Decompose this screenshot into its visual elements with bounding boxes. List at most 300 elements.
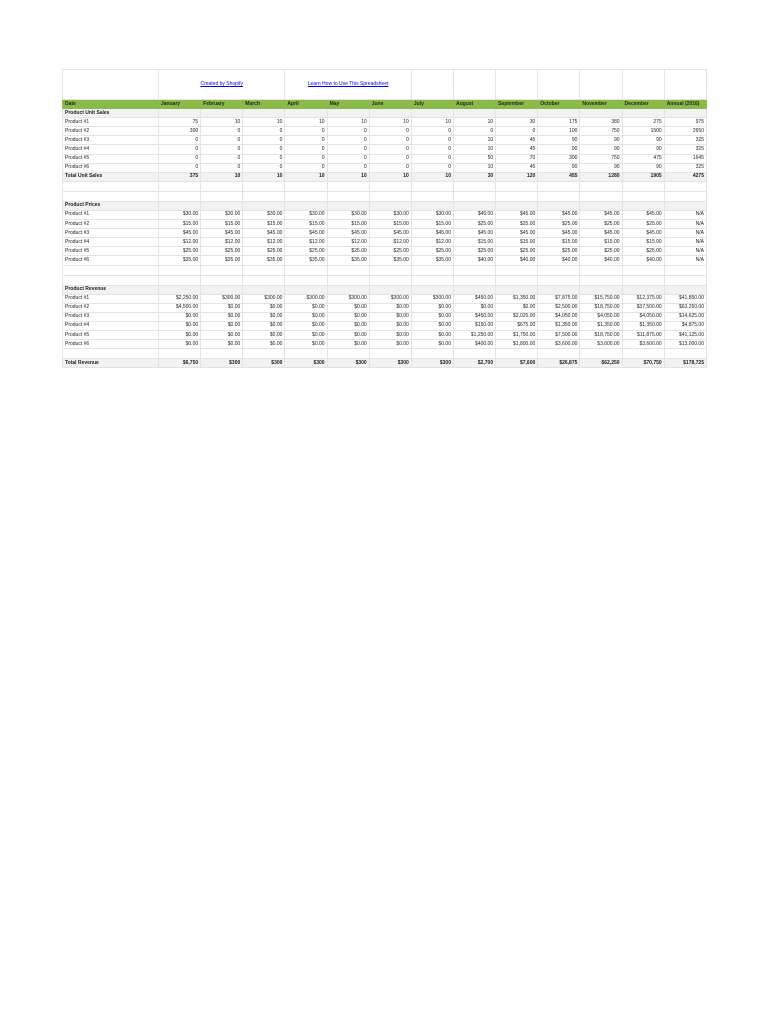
created-by-link[interactable]: Created by Shopify xyxy=(200,81,243,87)
value-cell[interactable]: $12.00 xyxy=(285,238,327,247)
value-cell[interactable]: 0 xyxy=(159,163,201,172)
empty-cell[interactable] xyxy=(664,181,706,191)
row-label[interactable]: Product #4 xyxy=(63,238,159,247)
row-label[interactable]: Product #2 xyxy=(63,127,159,136)
month-header[interactable]: May xyxy=(327,100,369,109)
value-cell[interactable]: $0.00 xyxy=(285,303,327,312)
value-cell[interactable]: $25.00 xyxy=(369,247,411,256)
value-cell[interactable]: $3,600.00 xyxy=(622,340,664,349)
value-cell[interactable]: 0 xyxy=(327,163,369,172)
row-label[interactable]: Product #2 xyxy=(63,303,159,312)
empty-cell[interactable] xyxy=(453,285,495,294)
value-cell[interactable]: $675.00 xyxy=(496,321,538,330)
value-cell[interactable]: 45 xyxy=(496,163,538,172)
value-cell[interactable]: 0 xyxy=(411,154,453,163)
empty-cell[interactable] xyxy=(664,109,706,118)
value-cell[interactable]: $25.00 xyxy=(201,247,243,256)
value-cell[interactable]: 0 xyxy=(243,136,285,145)
total-value-cell[interactable]: $70,750 xyxy=(622,359,664,368)
empty-cell[interactable] xyxy=(538,201,580,210)
empty-cell[interactable] xyxy=(243,265,285,275)
empty-cell[interactable] xyxy=(580,285,622,294)
value-cell[interactable]: 10 xyxy=(201,118,243,127)
value-cell[interactable]: 90 xyxy=(622,145,664,154)
value-cell[interactable]: $0.00 xyxy=(243,321,285,330)
empty-cell[interactable] xyxy=(63,349,159,359)
value-cell[interactable]: $4,050.00 xyxy=(622,312,664,321)
empty-cell[interactable] xyxy=(496,201,538,210)
month-header[interactable]: September xyxy=(496,100,538,109)
empty-cell[interactable] xyxy=(243,275,285,285)
value-cell[interactable]: $35.00 xyxy=(411,256,453,265)
value-cell[interactable]: $300.00 xyxy=(285,294,327,303)
row-label[interactable]: Product #5 xyxy=(63,330,159,339)
value-cell[interactable]: N/A xyxy=(664,238,706,247)
empty-cell[interactable] xyxy=(327,285,369,294)
value-cell[interactable]: $25.00 xyxy=(496,220,538,229)
value-cell[interactable]: $35.00 xyxy=(159,256,201,265)
empty-cell[interactable] xyxy=(580,191,622,201)
empty-cell[interactable] xyxy=(453,201,495,210)
value-cell[interactable]: 0 xyxy=(327,145,369,154)
empty-cell[interactable] xyxy=(622,349,664,359)
value-cell[interactable]: $0.00 xyxy=(201,330,243,339)
value-cell[interactable]: $0.00 xyxy=(327,312,369,321)
value-cell[interactable]: $30.00 xyxy=(201,210,243,219)
value-cell[interactable]: $30.00 xyxy=(159,210,201,219)
value-cell[interactable]: 300 xyxy=(159,127,201,136)
value-cell[interactable]: $300.00 xyxy=(327,294,369,303)
value-cell[interactable]: $4,050.00 xyxy=(580,312,622,321)
total-value-cell[interactable]: 1905 xyxy=(622,172,664,181)
empty-cell[interactable] xyxy=(327,181,369,191)
empty-cell[interactable] xyxy=(664,349,706,359)
empty-cell[interactable] xyxy=(453,349,495,359)
total-value-cell[interactable]: 4275 xyxy=(664,172,706,181)
value-cell[interactable]: $63,250.00 xyxy=(664,303,706,312)
total-value-cell[interactable]: $300 xyxy=(411,359,453,368)
value-cell[interactable]: $1,250.00 xyxy=(453,330,495,339)
value-cell[interactable]: $1,350.00 xyxy=(580,321,622,330)
total-value-cell[interactable]: 10 xyxy=(243,172,285,181)
value-cell[interactable]: $40.00 xyxy=(453,256,495,265)
row-label[interactable]: Product #1 xyxy=(63,294,159,303)
total-value-cell[interactable]: 455 xyxy=(538,172,580,181)
value-cell[interactable]: $0.00 xyxy=(496,303,538,312)
value-cell[interactable]: 45 xyxy=(496,136,538,145)
value-cell[interactable]: 10 xyxy=(327,118,369,127)
value-cell[interactable]: $45.00 xyxy=(496,229,538,238)
value-cell[interactable]: $35.00 xyxy=(243,256,285,265)
value-cell[interactable]: 0 xyxy=(327,136,369,145)
month-header[interactable]: January xyxy=(159,100,201,109)
value-cell[interactable]: 10 xyxy=(453,145,495,154)
value-cell[interactable]: $0.00 xyxy=(243,312,285,321)
value-cell[interactable]: $45.00 xyxy=(496,210,538,219)
value-cell[interactable]: $0.00 xyxy=(411,321,453,330)
row-label[interactable]: Product #6 xyxy=(63,163,159,172)
month-header[interactable]: August xyxy=(453,100,495,109)
value-cell[interactable]: 0 xyxy=(327,127,369,136)
value-cell[interactable]: 70 xyxy=(496,154,538,163)
value-cell[interactable]: $450.00 xyxy=(453,294,495,303)
value-cell[interactable]: $0.00 xyxy=(201,321,243,330)
value-cell[interactable]: $15.00 xyxy=(285,220,327,229)
value-cell[interactable]: $45.00 xyxy=(159,229,201,238)
value-cell[interactable]: $1,350.00 xyxy=(622,321,664,330)
empty-cell[interactable] xyxy=(327,201,369,210)
empty-cell[interactable] xyxy=(243,191,285,201)
value-cell[interactable]: 90 xyxy=(580,145,622,154)
value-cell[interactable]: $15.00 xyxy=(453,238,495,247)
value-cell[interactable]: $12,375.00 xyxy=(622,294,664,303)
value-cell[interactable]: $0.00 xyxy=(243,340,285,349)
value-cell[interactable]: $15.00 xyxy=(496,238,538,247)
value-cell[interactable]: $25.00 xyxy=(453,220,495,229)
value-cell[interactable]: 0 xyxy=(243,154,285,163)
empty-cell[interactable] xyxy=(538,275,580,285)
empty-cell[interactable] xyxy=(201,285,243,294)
empty-cell[interactable] xyxy=(580,201,622,210)
empty-cell[interactable] xyxy=(496,191,538,201)
value-cell[interactable]: 1645 xyxy=(664,154,706,163)
empty-cell[interactable] xyxy=(369,201,411,210)
empty-cell[interactable] xyxy=(63,181,159,191)
value-cell[interactable]: 0 xyxy=(201,136,243,145)
value-cell[interactable]: $45.00 xyxy=(538,229,580,238)
empty-cell[interactable] xyxy=(622,109,664,118)
month-header[interactable]: December xyxy=(622,100,664,109)
value-cell[interactable]: 100 xyxy=(538,127,580,136)
empty-cell[interactable] xyxy=(369,181,411,191)
empty-cell[interactable] xyxy=(496,275,538,285)
total-value-cell[interactable]: $62,250 xyxy=(580,359,622,368)
empty-cell[interactable] xyxy=(243,201,285,210)
empty-cell[interactable] xyxy=(538,109,580,118)
empty-cell[interactable] xyxy=(327,265,369,275)
value-cell[interactable]: $2,500.00 xyxy=(538,303,580,312)
value-cell[interactable]: 0 xyxy=(411,127,453,136)
empty-cell[interactable] xyxy=(538,191,580,201)
value-cell[interactable]: $14,625.00 xyxy=(664,312,706,321)
month-header[interactable]: June xyxy=(369,100,411,109)
value-cell[interactable]: 0 xyxy=(453,127,495,136)
empty-cell[interactable] xyxy=(453,275,495,285)
value-cell[interactable]: 0 xyxy=(369,163,411,172)
total-value-cell[interactable]: $6,750 xyxy=(159,359,201,368)
value-cell[interactable]: $12.00 xyxy=(159,238,201,247)
value-cell[interactable]: $0.00 xyxy=(159,321,201,330)
value-cell[interactable]: 0 xyxy=(369,145,411,154)
empty-cell[interactable] xyxy=(411,265,453,275)
value-cell[interactable]: $0.00 xyxy=(369,303,411,312)
empty-cell[interactable] xyxy=(285,181,327,191)
value-cell[interactable]: 30 xyxy=(496,118,538,127)
total-value-cell[interactable]: 375 xyxy=(159,172,201,181)
empty-cell[interactable] xyxy=(285,285,327,294)
total-value-cell[interactable]: 120 xyxy=(496,172,538,181)
value-cell[interactable]: $40.00 xyxy=(580,256,622,265)
empty-cell[interactable] xyxy=(622,181,664,191)
value-cell[interactable]: $11,875.00 xyxy=(622,330,664,339)
empty-cell[interactable] xyxy=(327,349,369,359)
value-cell[interactable]: 0 xyxy=(369,136,411,145)
empty-cell[interactable] xyxy=(327,109,369,118)
value-cell[interactable]: $0.00 xyxy=(327,321,369,330)
value-cell[interactable]: $0.00 xyxy=(411,340,453,349)
value-cell[interactable]: $45.00 xyxy=(243,229,285,238)
value-cell[interactable]: 0 xyxy=(411,145,453,154)
value-cell[interactable]: $0.00 xyxy=(369,321,411,330)
value-cell[interactable]: 0 xyxy=(159,136,201,145)
value-cell[interactable]: $0.00 xyxy=(201,340,243,349)
value-cell[interactable]: $30.00 xyxy=(327,210,369,219)
value-cell[interactable]: $40.00 xyxy=(496,256,538,265)
empty-cell[interactable] xyxy=(369,275,411,285)
total-value-cell[interactable]: $26,875 xyxy=(538,359,580,368)
value-cell[interactable]: $12.00 xyxy=(327,238,369,247)
value-cell[interactable]: 0 xyxy=(327,154,369,163)
value-cell[interactable]: $1,350.00 xyxy=(496,294,538,303)
empty-cell[interactable] xyxy=(285,191,327,201)
value-cell[interactable]: 10 xyxy=(453,118,495,127)
value-cell[interactable]: $12.00 xyxy=(411,238,453,247)
value-cell[interactable]: $2,250.00 xyxy=(159,294,201,303)
value-cell[interactable]: 0 xyxy=(243,127,285,136)
row-label[interactable]: Product #3 xyxy=(63,229,159,238)
value-cell[interactable]: $0.00 xyxy=(201,303,243,312)
row-label[interactable]: Product #5 xyxy=(63,247,159,256)
value-cell[interactable]: 0 xyxy=(496,127,538,136)
value-cell[interactable]: $15.00 xyxy=(201,220,243,229)
value-cell[interactable]: 325 xyxy=(664,136,706,145)
total-value-cell[interactable]: $300 xyxy=(369,359,411,368)
value-cell[interactable]: 0 xyxy=(243,145,285,154)
empty-cell[interactable] xyxy=(201,109,243,118)
empty-cell[interactable] xyxy=(664,285,706,294)
value-cell[interactable]: $25.00 xyxy=(580,220,622,229)
value-cell[interactable]: $0.00 xyxy=(411,312,453,321)
value-cell[interactable]: $0.00 xyxy=(327,340,369,349)
empty-cell[interactable] xyxy=(159,191,201,201)
empty-cell[interactable] xyxy=(285,201,327,210)
month-header[interactable]: July xyxy=(411,100,453,109)
empty-cell[interactable] xyxy=(327,275,369,285)
row-label[interactable]: Product #4 xyxy=(63,145,159,154)
empty-cell[interactable] xyxy=(159,201,201,210)
value-cell[interactable]: $0.00 xyxy=(411,303,453,312)
value-cell[interactable]: N/A xyxy=(664,247,706,256)
value-cell[interactable]: 0 xyxy=(159,154,201,163)
empty-cell[interactable] xyxy=(411,181,453,191)
empty-cell[interactable] xyxy=(285,275,327,285)
value-cell[interactable]: $0.00 xyxy=(453,303,495,312)
empty-cell[interactable] xyxy=(622,275,664,285)
empty-cell[interactable] xyxy=(453,109,495,118)
empty-cell[interactable] xyxy=(201,181,243,191)
value-cell[interactable]: $150.00 xyxy=(453,321,495,330)
empty-cell[interactable] xyxy=(201,349,243,359)
month-header[interactable]: April xyxy=(285,100,327,109)
value-cell[interactable]: $0.00 xyxy=(285,312,327,321)
empty-cell[interactable] xyxy=(496,349,538,359)
row-label[interactable]: Product #4 xyxy=(63,321,159,330)
row-label[interactable]: Product #3 xyxy=(63,136,159,145)
value-cell[interactable]: 90 xyxy=(538,163,580,172)
value-cell[interactable]: $25.00 xyxy=(538,247,580,256)
value-cell[interactable]: $45.00 xyxy=(285,229,327,238)
empty-cell[interactable] xyxy=(580,265,622,275)
empty-cell[interactable] xyxy=(496,109,538,118)
value-cell[interactable]: $4,875.00 xyxy=(664,321,706,330)
empty-cell[interactable] xyxy=(453,181,495,191)
value-cell[interactable]: $25.00 xyxy=(285,247,327,256)
value-cell[interactable]: 10 xyxy=(369,118,411,127)
empty-cell[interactable] xyxy=(496,181,538,191)
value-cell[interactable]: $25.00 xyxy=(327,247,369,256)
total-value-cell[interactable]: 1280 xyxy=(580,172,622,181)
value-cell[interactable]: $25.00 xyxy=(622,220,664,229)
value-cell[interactable]: 0 xyxy=(285,154,327,163)
empty-cell[interactable] xyxy=(664,201,706,210)
date-header[interactable]: Date xyxy=(63,100,159,109)
total-value-cell[interactable]: $300 xyxy=(201,359,243,368)
row-label[interactable]: Product #6 xyxy=(63,340,159,349)
empty-cell[interactable] xyxy=(496,285,538,294)
empty-cell[interactable] xyxy=(159,275,201,285)
empty-cell[interactable] xyxy=(369,191,411,201)
value-cell[interactable]: $7,500.00 xyxy=(538,330,580,339)
empty-cell[interactable] xyxy=(664,265,706,275)
total-value-cell[interactable]: $2,700 xyxy=(453,359,495,368)
value-cell[interactable]: $15.00 xyxy=(622,238,664,247)
value-cell[interactable]: $4,050.00 xyxy=(538,312,580,321)
value-cell[interactable]: 90 xyxy=(538,136,580,145)
value-cell[interactable]: 90 xyxy=(622,136,664,145)
total-label[interactable]: Total Revenue xyxy=(63,359,159,368)
value-cell[interactable]: $37,500.00 xyxy=(622,303,664,312)
value-cell[interactable]: $0.00 xyxy=(159,340,201,349)
value-cell[interactable]: 475 xyxy=(622,154,664,163)
empty-cell[interactable] xyxy=(327,191,369,201)
empty-cell[interactable] xyxy=(411,349,453,359)
value-cell[interactable]: $25.00 xyxy=(580,247,622,256)
value-cell[interactable]: 0 xyxy=(411,163,453,172)
value-cell[interactable]: $1,750.00 xyxy=(496,330,538,339)
section-title[interactable]: Product Unit Sales xyxy=(63,109,159,118)
value-cell[interactable]: 90 xyxy=(580,163,622,172)
value-cell[interactable]: $3,600.00 xyxy=(538,340,580,349)
value-cell[interactable]: $3,600.00 xyxy=(580,340,622,349)
empty-cell[interactable] xyxy=(63,275,159,285)
value-cell[interactable]: $40.00 xyxy=(538,256,580,265)
total-value-cell[interactable]: 10 xyxy=(369,172,411,181)
total-value-cell[interactable]: $7,600 xyxy=(496,359,538,368)
value-cell[interactable]: 380 xyxy=(580,118,622,127)
value-cell[interactable]: $0.00 xyxy=(327,303,369,312)
value-cell[interactable]: 0 xyxy=(369,127,411,136)
empty-cell[interactable] xyxy=(243,181,285,191)
value-cell[interactable]: $0.00 xyxy=(159,312,201,321)
empty-cell[interactable] xyxy=(201,201,243,210)
row-label[interactable]: Product #3 xyxy=(63,312,159,321)
value-cell[interactable]: $300.00 xyxy=(201,294,243,303)
value-cell[interactable]: $18,750.00 xyxy=(580,330,622,339)
value-cell[interactable]: $1,800.00 xyxy=(496,340,538,349)
empty-cell[interactable] xyxy=(538,265,580,275)
total-value-cell[interactable]: 30 xyxy=(453,172,495,181)
value-cell[interactable]: $30.00 xyxy=(243,210,285,219)
empty-cell[interactable] xyxy=(285,349,327,359)
value-cell[interactable]: $25.00 xyxy=(159,247,201,256)
value-cell[interactable]: 750 xyxy=(580,154,622,163)
value-cell[interactable]: $45.00 xyxy=(369,229,411,238)
empty-cell[interactable] xyxy=(285,109,327,118)
value-cell[interactable]: $0.00 xyxy=(285,330,327,339)
value-cell[interactable]: $30.00 xyxy=(411,210,453,219)
value-cell[interactable]: $25.00 xyxy=(622,247,664,256)
empty-cell[interactable] xyxy=(411,109,453,118)
value-cell[interactable]: $25.00 xyxy=(243,247,285,256)
value-cell[interactable]: $15.00 xyxy=(369,220,411,229)
value-cell[interactable]: 0 xyxy=(285,127,327,136)
value-cell[interactable]: $300.00 xyxy=(411,294,453,303)
empty-cell[interactable] xyxy=(159,181,201,191)
value-cell[interactable]: 10 xyxy=(411,118,453,127)
empty-cell[interactable] xyxy=(243,285,285,294)
empty-cell[interactable] xyxy=(159,349,201,359)
total-value-cell[interactable]: $300 xyxy=(327,359,369,368)
value-cell[interactable]: $45.00 xyxy=(580,210,622,219)
value-cell[interactable]: $0.00 xyxy=(327,330,369,339)
learn-how-link[interactable]: Learn How to Use This Spreadsheet xyxy=(307,81,389,87)
row-label[interactable]: Product #1 xyxy=(63,118,159,127)
value-cell[interactable]: $45.00 xyxy=(201,229,243,238)
empty-cell[interactable] xyxy=(622,191,664,201)
value-cell[interactable]: 975 xyxy=(664,118,706,127)
month-header[interactable]: October xyxy=(538,100,580,109)
value-cell[interactable]: N/A xyxy=(664,229,706,238)
empty-cell[interactable] xyxy=(243,349,285,359)
empty-cell[interactable] xyxy=(369,285,411,294)
empty-cell[interactable] xyxy=(453,191,495,201)
total-value-cell[interactable]: 10 xyxy=(411,172,453,181)
value-cell[interactable]: $0.00 xyxy=(369,312,411,321)
value-cell[interactable]: $1,350.00 xyxy=(538,321,580,330)
value-cell[interactable]: $30.00 xyxy=(369,210,411,219)
value-cell[interactable]: $15.00 xyxy=(411,220,453,229)
value-cell[interactable]: $300.00 xyxy=(369,294,411,303)
value-cell[interactable]: 0 xyxy=(285,136,327,145)
value-cell[interactable]: $45.00 xyxy=(580,229,622,238)
value-cell[interactable]: $300.00 xyxy=(243,294,285,303)
value-cell[interactable]: $45.00 xyxy=(411,229,453,238)
value-cell[interactable]: $15.00 xyxy=(243,220,285,229)
value-cell[interactable]: $45.00 xyxy=(622,229,664,238)
empty-cell[interactable] xyxy=(580,181,622,191)
value-cell[interactable]: $0.00 xyxy=(285,340,327,349)
value-cell[interactable]: $0.00 xyxy=(159,330,201,339)
value-cell[interactable]: $0.00 xyxy=(369,340,411,349)
value-cell[interactable]: $12.00 xyxy=(369,238,411,247)
value-cell[interactable]: $35.00 xyxy=(327,256,369,265)
value-cell[interactable]: $25.00 xyxy=(538,220,580,229)
value-cell[interactable]: $25.00 xyxy=(411,247,453,256)
value-cell[interactable]: $0.00 xyxy=(201,312,243,321)
value-cell[interactable]: 10 xyxy=(243,118,285,127)
value-cell[interactable]: $2,025.00 xyxy=(496,312,538,321)
section-title[interactable]: Product Revenue xyxy=(63,285,159,294)
